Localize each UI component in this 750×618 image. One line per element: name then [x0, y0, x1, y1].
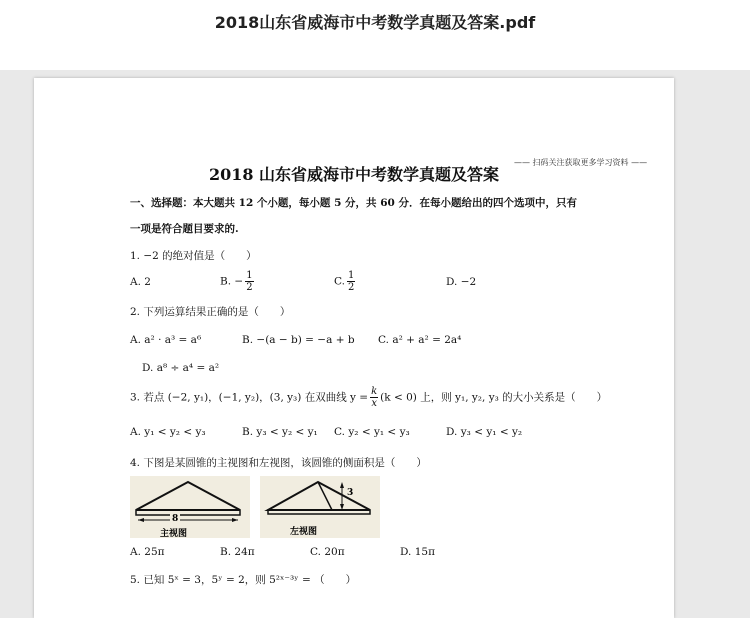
- q1-option-c: C. $\frac{1}{2}$: [334, 270, 355, 293]
- q4-stem: 4. 下图是某圆锥的主视图和左视图，该圆锥的侧面积是（ ）: [130, 457, 427, 469]
- q3-option-d: D. y₃ < y₁ < y₂: [446, 426, 523, 438]
- viewer-toolbar: [0, 0, 750, 70]
- front-view-figure: [130, 476, 250, 538]
- q2-stem: 2. 下列运算结果正确的是（ ）: [130, 306, 291, 318]
- q5-stem: 5. 已知 5ˣ = 3，5ʸ = 2，则 5²ˣ⁻³ʸ = （ ）: [130, 574, 357, 586]
- q2-option-c: C. a² + a² = 2a⁴: [378, 334, 462, 346]
- q4-option-b: B. 24π: [220, 546, 255, 558]
- q1-option-a: A. 2: [130, 276, 151, 288]
- q3-option-c: C. y₂ < y₁ < y₃: [334, 426, 410, 438]
- q1-option-d: D. −2: [446, 276, 477, 288]
- section-heading-line1: 一、选择题：本大题共 12 个小题，每小题 5 分，共 60 分．在每小题给出的四个选项中，只有: [130, 197, 577, 209]
- side-view-dimension: 3: [347, 488, 354, 498]
- q2-option-d: D. a⁸ ÷ a⁴ = a²: [142, 362, 220, 374]
- q3-stem: 3. 若点 (−2, y₁)，(−1, y₂)，(3, y₃) 在双曲线 y = $\frac{k}{x}$ (k < 0) 上，则 y₁, y₂, y₃ 的大小关系是（ ）: [130, 386, 608, 409]
- side-view-drawing: [260, 476, 380, 538]
- file-title: 2018山东省威海市中考数学真题及答案.pdf: [214, 13, 536, 32]
- q3-option-a: A. y₁ < y₂ < y₃: [130, 426, 206, 438]
- q2-option-b: B. −(a − b) = −a + b: [242, 334, 355, 346]
- q4-option-d: D. 15π: [400, 546, 435, 558]
- front-view-drawing: [130, 476, 250, 538]
- q2-option-a: A. a² · a³ = a⁶: [130, 334, 202, 346]
- section-heading-line2: 一项是符合题目要求的.: [130, 223, 239, 235]
- q1-option-b: B. − $\frac{1}{2}$: [220, 270, 253, 293]
- header-note: —— 扫码关注获取更多学习资料 ——: [514, 158, 648, 167]
- q4-option-c: C. 20π: [310, 546, 345, 558]
- q3-option-b: B. y₃ < y₂ < y₁: [242, 426, 318, 438]
- doc-title: 2018 山东省威海市中考数学真题及答案: [208, 165, 500, 184]
- side-view-figure: [260, 476, 380, 538]
- q4-option-a: A. 25π: [130, 546, 165, 558]
- front-view-dimension: 8: [172, 514, 179, 524]
- side-view-caption: 左视图: [290, 527, 318, 537]
- q1-stem: 1. −2 的绝对值是（ ）: [130, 250, 257, 262]
- document-page: [34, 78, 674, 618]
- front-view-caption: 主视图: [160, 529, 188, 539]
